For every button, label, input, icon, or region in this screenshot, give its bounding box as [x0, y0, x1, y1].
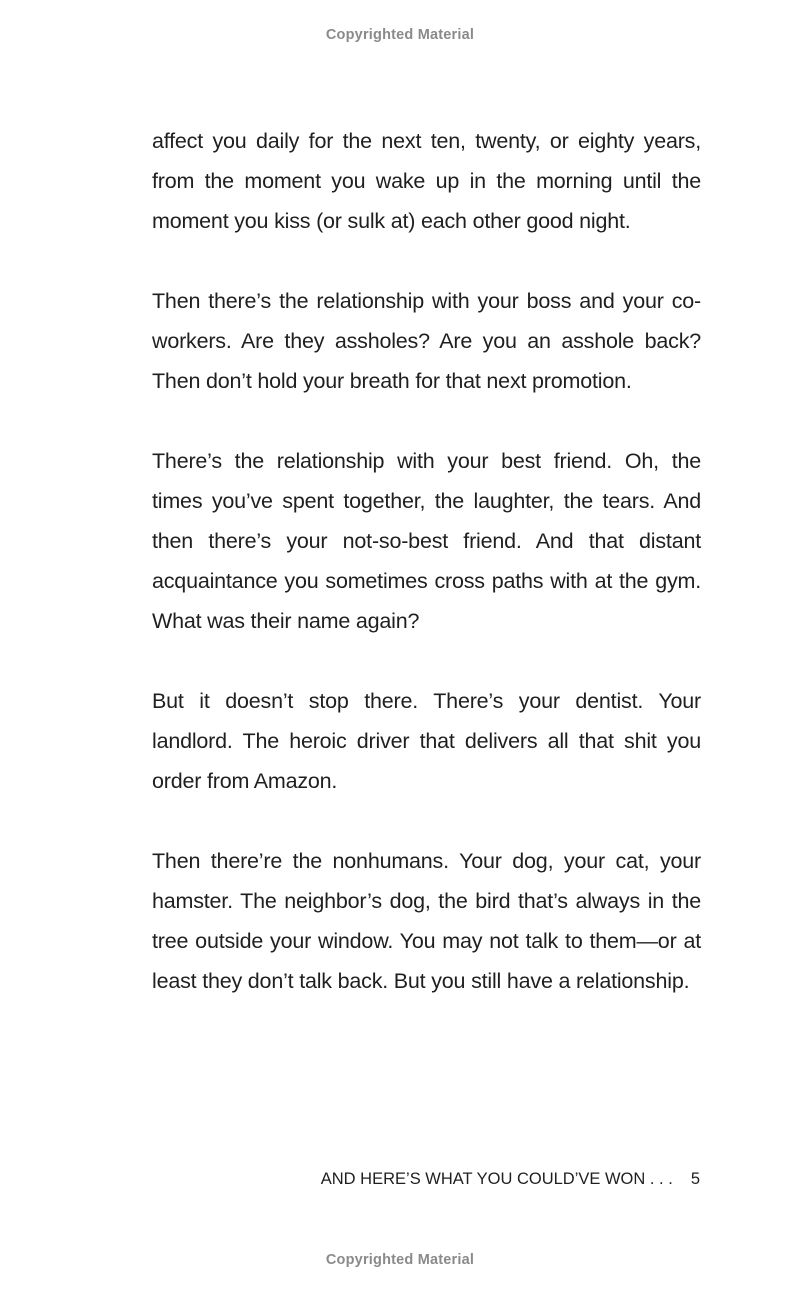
- copyright-watermark-top: Copyrighted Material: [325, 27, 475, 43]
- paragraph: Then there’re the nonhumans. Your dog, your cat, your hamster. The neighbor’s dog, the bird that’s always in the tree outside your window. You may not talk to them—or at least they don’t talk back. But you still have a relationship.: [152, 849, 701, 993]
- copyright-watermark-bottom: Copyrighted Material: [325, 1252, 475, 1268]
- page-number: 5: [690, 1170, 700, 1188]
- paragraph: Then there’s the relationship with your boss and your co-workers. Are they assholes? Are you an asshole back? Then don’t hold your breath for that next promotion.: [152, 289, 701, 393]
- paragraph: But it doesn’t stop there. There’s your dentist. Your landlord. The heroic driver that delivers all that shit you order from Amazon.: [152, 689, 701, 793]
- running-footer: [321, 1170, 700, 1189]
- body-text: [152, 121, 701, 1001]
- paragraph: affect you daily for the next ten, twenty, or eighty years, from the moment you wake up in the morning until the moment you kiss (or sulk at) each other good night.: [152, 129, 701, 233]
- paragraph: There’s the relationship with your best friend. Oh, the times you’ve spent together, the laughter, the tears. And then there’s your not-so-best friend. And that distant acquaintance you sometimes cross paths with at the gym. What was their name again?: [152, 449, 701, 633]
- running-head-title: AND HERE’S WHAT YOU COULD’VE WON . . .: [320, 1170, 673, 1188]
